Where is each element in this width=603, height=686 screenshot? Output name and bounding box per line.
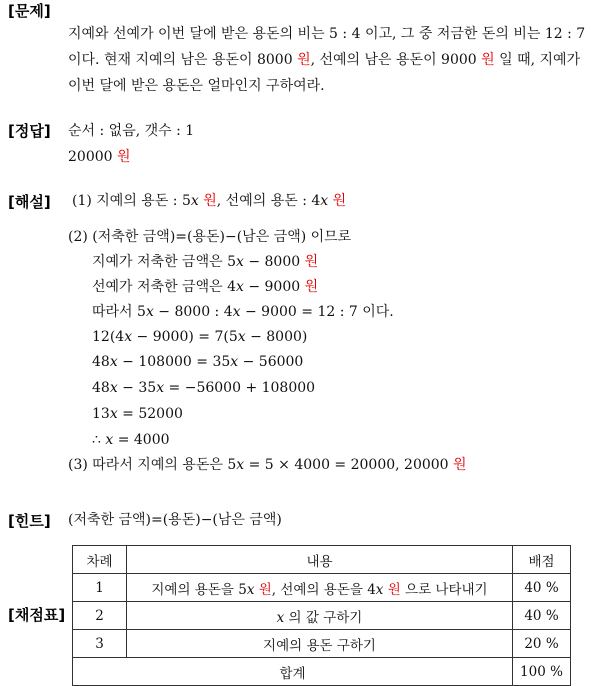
- unit-won: 원: [481, 52, 495, 68]
- cell-text: 지예의 용돈을 5: [151, 581, 247, 598]
- equation-3: [92, 378, 315, 398]
- unit-won: 원: [117, 149, 131, 165]
- var-x: x: [232, 304, 241, 320]
- answer-order-line: 순서 : 없음, 갯수 : 1: [68, 123, 195, 139]
- unit-won: 원: [453, 457, 467, 473]
- equation-5: [92, 430, 170, 450]
- problem-text: , 선예의 남은 용돈이 9000: [310, 52, 482, 68]
- row-number: 3: [73, 630, 127, 658]
- total-label: 합계: [73, 658, 513, 686]
- var-x: x: [109, 380, 118, 396]
- explanation-step-1: [72, 191, 346, 211]
- total-score: 100 %: [513, 658, 571, 686]
- problem-text: 이다. 현재 지예의 남은 용돈이 8000: [68, 52, 298, 68]
- var-x: x: [276, 609, 285, 626]
- header-score: 배점: [513, 546, 571, 574]
- row-content: [127, 574, 513, 602]
- table-total-row: [73, 658, 571, 686]
- cell-text: 의 값 구하기: [284, 609, 363, 626]
- rubric-label: [채점표]: [8, 606, 66, 624]
- unit-won: 원: [297, 52, 311, 68]
- var-x: x: [105, 432, 114, 448]
- var-x: x: [246, 581, 255, 598]
- table-header-row: [73, 546, 571, 574]
- math-text: (3) 따라서 지예의 용돈은 5: [68, 457, 237, 473]
- hint-text: (저축한 금액)=(용돈)−(남은 금액): [68, 512, 282, 528]
- math-text: 지예가 저축한 금액은 5: [92, 254, 236, 270]
- var-x: x: [156, 380, 165, 396]
- math-text: = −56000 + 108000: [164, 380, 316, 396]
- math-text: − 9000) = 7(5: [132, 329, 238, 345]
- explanation-step-2-line-1: [92, 252, 318, 272]
- var-x: x: [236, 457, 245, 473]
- math-text: = 52000: [117, 406, 183, 422]
- var-x: x: [124, 329, 133, 345]
- math-text: − 9000: [243, 279, 305, 295]
- math-text: 12(4: [92, 329, 125, 345]
- equation-2: [92, 352, 303, 372]
- math-text: − 108000 = 35: [117, 354, 231, 370]
- table-row: [73, 602, 571, 630]
- var-x: x: [109, 406, 118, 422]
- problem-line-1: 지예와 선예가 이번 달에 받은 용돈의 비는 5 : 4 이고, 그 중 저금한 돈의 비는 12 : 7: [68, 26, 586, 42]
- unit-won: 원: [203, 193, 217, 209]
- math-text: ∴: [92, 432, 106, 448]
- row-number: 2: [73, 602, 127, 630]
- table-row: [73, 630, 571, 658]
- row-score: 40 %: [513, 574, 571, 602]
- math-text: , 선예의 용돈 : 4: [216, 193, 321, 209]
- math-text: = 4000: [113, 432, 170, 448]
- equation-4: [92, 404, 183, 424]
- problem-label: [문제]: [8, 2, 51, 20]
- var-x: x: [375, 581, 384, 598]
- unit-won: 원: [332, 193, 347, 209]
- rubric-table: [72, 545, 571, 686]
- var-x: x: [230, 354, 239, 370]
- header-order: 차례: [73, 546, 127, 574]
- hint-label: [힌트]: [8, 512, 51, 530]
- problem-line-3: 이번 달에 받은 용돈은 얼마인지 구하여라.: [68, 78, 325, 94]
- explanation-step-2-line-2: [92, 277, 318, 297]
- math-text: 13: [92, 406, 110, 422]
- math-text: − 9000 = 12 : 7 이다.: [240, 304, 394, 320]
- answer-label: [정답]: [8, 122, 51, 140]
- row-content: 지예의 용돈 구하기: [127, 630, 513, 658]
- var-x: x: [235, 279, 244, 295]
- table-row: [73, 574, 571, 602]
- answer-value: [68, 147, 131, 167]
- var-x: x: [109, 354, 118, 370]
- unit-won: 원: [258, 581, 272, 598]
- cell-text: , 선예의 용돈을 4: [271, 581, 376, 598]
- row-number: 1: [73, 574, 127, 602]
- math-text: 48: [92, 380, 110, 396]
- var-x: x: [320, 193, 329, 209]
- equation-1: [92, 327, 307, 347]
- math-text: − 56000: [238, 354, 304, 370]
- math-text: − 8000: [243, 254, 305, 270]
- unit-won: 원: [387, 581, 401, 598]
- answer-number: 20000: [68, 149, 117, 165]
- header-content: 내용: [127, 546, 513, 574]
- explanation-label: [해설]: [8, 193, 51, 211]
- unit-won: 원: [304, 254, 319, 270]
- math-text: − 8000 : 4: [153, 304, 233, 320]
- cell-text: 으로 나타내기: [400, 581, 488, 598]
- row-score: 40 %: [513, 602, 571, 630]
- explanation-step-2-line-3: [92, 302, 394, 322]
- math-text: (1) 지예의 용돈 : 5: [72, 193, 191, 209]
- row-score: 20 %: [513, 630, 571, 658]
- math-text: = 5 × 4000 = 20000, 20000: [244, 457, 454, 473]
- problem-text: 일 때, 지예가: [494, 52, 581, 68]
- unit-won: 원: [304, 279, 319, 295]
- var-x: x: [235, 254, 244, 270]
- var-x: x: [237, 329, 246, 345]
- math-text: − 35: [117, 380, 157, 396]
- row-content: [127, 602, 513, 630]
- var-x: x: [190, 193, 199, 209]
- math-text: 48: [92, 354, 110, 370]
- problem-line-2: [68, 50, 580, 70]
- math-text: 따라서 5: [92, 304, 146, 320]
- var-x: x: [145, 304, 154, 320]
- math-text: 선예가 저축한 금액은 4: [92, 279, 236, 295]
- explanation-step-3: [68, 455, 467, 475]
- explanation-step-2: (2) (저축한 금액)=(용돈)−(남은 금액) 이므로: [68, 229, 352, 245]
- math-text: − 8000): [245, 329, 308, 345]
